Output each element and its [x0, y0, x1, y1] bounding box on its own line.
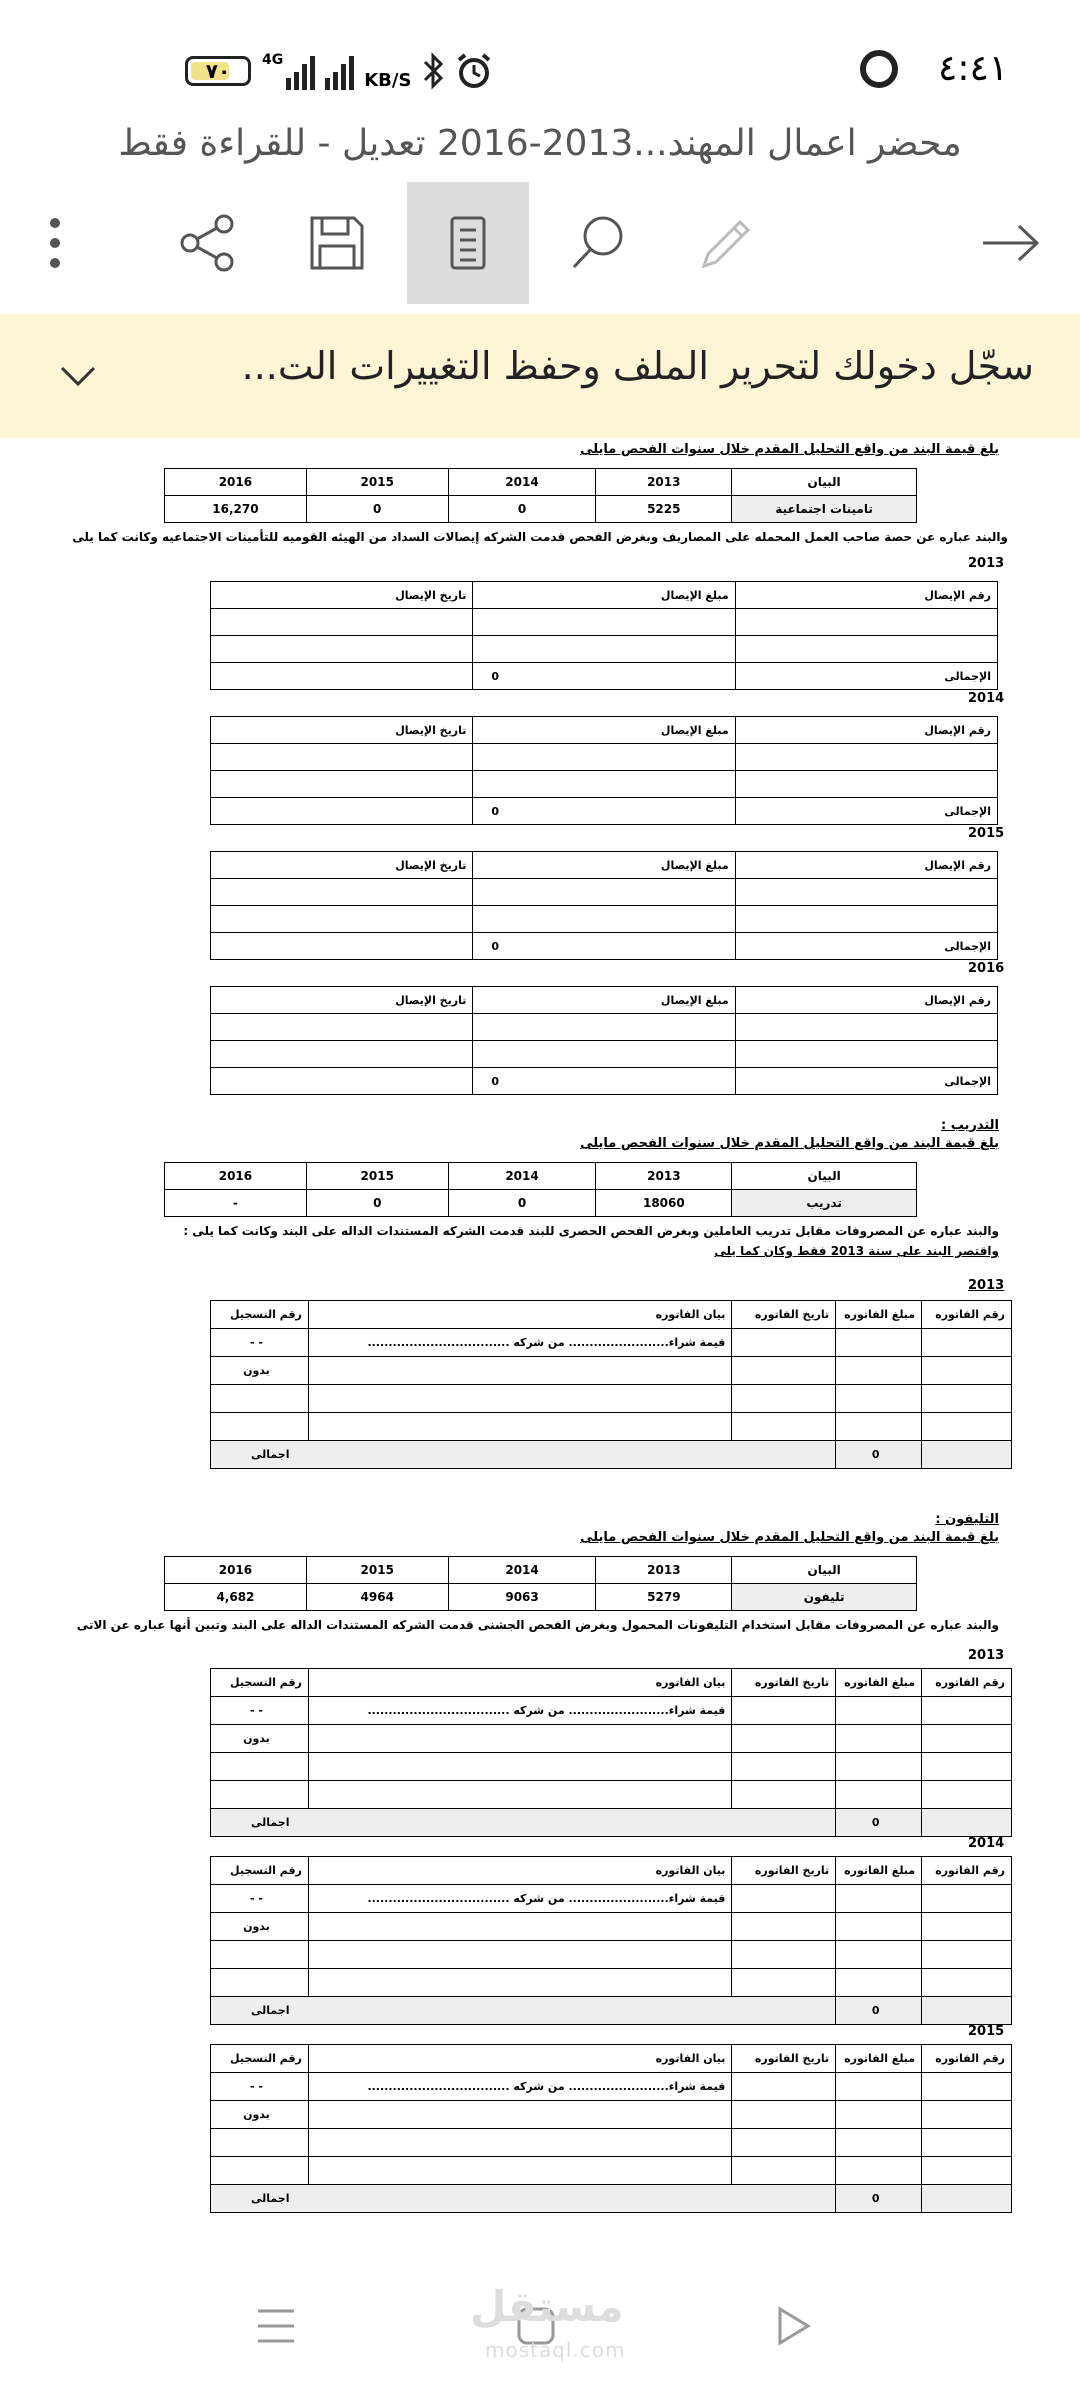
reading-view-icon[interactable]	[407, 182, 529, 304]
table-row	[211, 2129, 1012, 2157]
year-label: 2013	[968, 1648, 1005, 1663]
table-header: رقم التسجيل	[211, 1669, 309, 1697]
table-header: بيان الفاتوره	[308, 2045, 732, 2073]
table-row	[211, 879, 998, 906]
total-label: الإجمالى	[735, 1068, 997, 1095]
table-cell	[211, 1969, 309, 1997]
forward-arrow-icon[interactable]	[950, 182, 1072, 304]
table-header: تاريخ الإيصال	[211, 582, 473, 609]
table-cell	[732, 1357, 836, 1385]
total-value: 0	[836, 2185, 922, 2213]
table-cell	[211, 1385, 309, 1413]
table-cell	[211, 1413, 309, 1441]
table-cell	[211, 1753, 309, 1781]
year-label: 2015	[968, 826, 1005, 841]
table-header: رقم الفاتوره	[922, 1301, 1012, 1329]
sign-in-banner[interactable]	[0, 314, 1080, 438]
table-cell	[836, 2073, 922, 2101]
table-row	[211, 1068, 998, 1095]
table-row	[211, 1809, 1012, 1837]
total-value: 0	[836, 1441, 922, 1469]
table-row	[211, 1329, 1012, 1357]
year-label: 2014	[968, 691, 1005, 706]
table-cell	[735, 609, 997, 636]
table-cell	[836, 1941, 922, 1969]
total-value: 0	[836, 1809, 922, 1837]
table-header: 2016	[165, 1557, 307, 1584]
total-label: اجمالى	[211, 2185, 836, 2213]
table-cell	[836, 2101, 922, 2129]
table-cell	[211, 1068, 473, 1095]
total-value: 0	[473, 798, 735, 825]
table-row	[211, 2185, 1012, 2213]
total-value: 0	[473, 1068, 735, 1095]
registration-number: بدون	[211, 1725, 309, 1753]
year-label: 2013	[968, 1278, 1005, 1293]
table-row	[211, 663, 998, 690]
table-header: تاريخ الإيصال	[211, 852, 473, 879]
table-cell	[473, 744, 735, 771]
status-icons	[262, 50, 493, 90]
table-header: رقم الفاتوره	[922, 2045, 1012, 2073]
table-header: مبلغ الفاتوره	[836, 1669, 922, 1697]
more-icon[interactable]	[20, 182, 90, 304]
table-cell	[735, 1014, 997, 1041]
table-cell	[836, 1413, 922, 1441]
table-header: 2015	[306, 1163, 448, 1190]
table-cell	[732, 1753, 836, 1781]
table-row	[211, 2073, 1012, 2101]
table-cell	[211, 1781, 309, 1809]
table-row	[211, 1041, 998, 1068]
table-cell	[308, 1725, 732, 1753]
table-cell	[922, 1725, 1012, 1753]
table-cell	[211, 1041, 473, 1068]
table-header: البيان	[732, 1557, 917, 1584]
registration-number: - -	[211, 2073, 309, 2101]
registration-number: - -	[211, 1697, 309, 1725]
table-cell	[308, 1753, 732, 1781]
table-cell	[211, 1941, 309, 1969]
table-cell	[836, 1753, 922, 1781]
table-cell	[473, 879, 735, 906]
table-cell	[922, 2157, 1012, 2185]
table-cell: 16,270	[165, 496, 307, 523]
table-row	[211, 636, 998, 663]
table-header: بيان الفاتوره	[308, 1857, 732, 1885]
section-paragraph: واقتصر البند على سنة 2013 فقط وكان كما يلى	[714, 1244, 999, 1258]
table-cell	[735, 744, 997, 771]
table-row	[211, 987, 998, 1014]
table-cell: 18060	[596, 1190, 732, 1217]
table-header: رقم الفاتوره	[922, 1857, 1012, 1885]
table-cell: 4964	[306, 1584, 448, 1611]
status-bar	[0, 0, 1080, 120]
table-cell	[836, 1913, 922, 1941]
registration-number: بدون	[211, 2101, 309, 2129]
table-cell	[836, 1725, 922, 1753]
section-intro: بلغ قيمة البند من واقع التحليل المقدم خلال سنوات الفحص مايلى	[580, 1136, 999, 1151]
table-cell	[836, 1697, 922, 1725]
table-row	[211, 1913, 1012, 1941]
table-cell	[308, 1913, 732, 1941]
table-header: 2016	[165, 1163, 307, 1190]
table-header: تاريخ الفاتوره	[732, 1301, 836, 1329]
table-header: تاريخ الفاتوره	[732, 2045, 836, 2073]
invoice-description: قيمة شراء........................ من شركه ..................................	[308, 1697, 732, 1725]
table-cell	[732, 1385, 836, 1413]
battery-level: ٧٠	[205, 59, 231, 83]
table-row	[211, 609, 998, 636]
table-cell	[473, 636, 735, 663]
table-row	[165, 469, 917, 496]
table-header: رقم التسجيل	[211, 1857, 309, 1885]
table-cell	[732, 1913, 836, 1941]
table-cell	[922, 1329, 1012, 1357]
table-cell	[308, 2129, 732, 2157]
table-header: تاريخ الإيصال	[211, 717, 473, 744]
recents-icon[interactable]	[256, 2308, 296, 2344]
receipt-table	[210, 581, 998, 690]
table-header: رقم التسجيل	[211, 2045, 309, 2073]
invoice-description: قيمة شراء........................ من شركه ..................................	[308, 2073, 732, 2101]
banner-text: سجّل دخولك لتحرير الملف وحفظ التغييرات الت...	[241, 344, 1034, 388]
table-cell	[308, 1385, 732, 1413]
edit-icon[interactable]	[666, 182, 788, 304]
table-cell	[922, 1697, 1012, 1725]
table-cell	[922, 2185, 1012, 2213]
table-cell	[211, 771, 473, 798]
table-cell	[732, 2157, 836, 2185]
table-row	[211, 2157, 1012, 2185]
total-value: 0	[473, 663, 735, 690]
section-intro: بلغ قيمة البند من واقع التحليل المقدم خلال سنوات الفحص مايلى	[580, 442, 999, 457]
battery-icon	[185, 56, 251, 86]
table-cell: تليفون	[732, 1584, 917, 1611]
table-row	[211, 2045, 1012, 2073]
invoice-table	[210, 1300, 1012, 1469]
section-paragraph: والبند عباره عن حصة صاحب العمل المحمله على المصاريف وبغرض الفحص قدمت الشركه إيصالات السداد من الهيئه القوميه للتأمينات الاجتماعيه وكانت كما يلى	[72, 530, 1008, 544]
invoice-description: قيمة شراء........................ من شركه ..................................	[308, 1329, 732, 1357]
table-cell	[732, 1969, 836, 1997]
clock: ٤:٤١	[938, 48, 1009, 89]
table-cell	[732, 1781, 836, 1809]
year-label: 2016	[968, 961, 1005, 976]
total-label: الإجمالى	[735, 798, 997, 825]
document-title: محضر اعمال المهند...2013-2016 تعديل - للقراءة فقط	[118, 123, 962, 164]
table-row	[211, 1725, 1012, 1753]
table-row	[211, 1357, 1012, 1385]
table-cell	[922, 1413, 1012, 1441]
table-cell: 0	[448, 1190, 596, 1217]
table-cell	[836, 2157, 922, 2185]
total-label: الإجمالى	[735, 933, 997, 960]
table-header: مبلغ الفاتوره	[836, 1301, 922, 1329]
total-value: 0	[473, 933, 735, 960]
table-header: مبلغ الإيصال	[473, 987, 735, 1014]
table-row	[211, 744, 998, 771]
table-cell: -	[165, 1190, 307, 1217]
table-row	[211, 1385, 1012, 1413]
table-row	[211, 582, 998, 609]
table-cell: تامينات اجتماعية	[732, 496, 917, 523]
table-row	[211, 1941, 1012, 1969]
table-row	[211, 1697, 1012, 1725]
table-cell	[211, 2129, 309, 2157]
table-cell	[922, 1941, 1012, 1969]
table-header: رقم الإيصال	[735, 582, 997, 609]
table-cell: 5225	[596, 496, 732, 523]
table-cell	[473, 1041, 735, 1068]
table-cell: 0	[448, 496, 596, 523]
table-cell	[836, 2129, 922, 2157]
summary-table	[164, 1162, 917, 1217]
registration-number: بدون	[211, 1357, 309, 1385]
table-cell	[922, 1357, 1012, 1385]
alarm-icon	[455, 52, 493, 90]
table-row	[165, 1163, 917, 1190]
section-heading: التليفون :	[935, 1512, 999, 1527]
total-label: اجمالى	[211, 1997, 836, 2025]
table-cell	[732, 1697, 836, 1725]
table-cell	[836, 1357, 922, 1385]
table-cell	[922, 1441, 1012, 1469]
table-cell	[732, 1885, 836, 1913]
signal-icon	[262, 52, 315, 90]
table-cell	[211, 609, 473, 636]
table-cell	[211, 906, 473, 933]
registration-number: - -	[211, 1885, 309, 1913]
table-cell	[732, 2073, 836, 2101]
invoice-table	[210, 2044, 1012, 2213]
table-row	[211, 1781, 1012, 1809]
toolbar	[0, 182, 1080, 304]
section-paragraph: والبند عباره عن المصروفات مقابل تدريب العاملين وبغرض الفحص الحصرى للبند قدمت الشركه المستندات الداله على البند وكانت كما يلى :	[183, 1224, 999, 1238]
table-row	[211, 1857, 1012, 1885]
table-cell	[922, 2101, 1012, 2129]
section-heading: التدريب :	[940, 1118, 999, 1133]
table-header: تاريخ الإيصال	[211, 987, 473, 1014]
chevron-down-icon[interactable]	[58, 364, 98, 388]
table-cell	[732, 1941, 836, 1969]
table-row	[165, 1557, 917, 1584]
table-row	[211, 1441, 1012, 1469]
table-header: 2014	[448, 469, 596, 496]
search-icon[interactable]	[537, 182, 659, 304]
table-row	[211, 1969, 1012, 1997]
table-cell	[732, 2101, 836, 2129]
table-cell	[836, 1781, 922, 1809]
table-row	[211, 771, 998, 798]
table-cell	[473, 609, 735, 636]
registration-number: - -	[211, 1329, 309, 1357]
table-header: بيان الفاتوره	[308, 1301, 732, 1329]
table-header: رقم الفاتوره	[922, 1669, 1012, 1697]
table-cell	[211, 933, 473, 960]
table-row	[211, 1669, 1012, 1697]
table-cell: 0	[306, 1190, 448, 1217]
table-row	[165, 1584, 917, 1611]
table-cell	[922, 1969, 1012, 1997]
back-icon[interactable]	[776, 2306, 812, 2346]
table-cell	[735, 771, 997, 798]
table-cell	[922, 1913, 1012, 1941]
table-row	[211, 1301, 1012, 1329]
invoice-description: قيمة شراء........................ من شركه ..................................	[308, 1885, 732, 1913]
summary-table	[164, 468, 917, 523]
table-cell	[308, 1413, 732, 1441]
table-cell: تدريب	[732, 1190, 917, 1217]
network-type: 4G	[262, 52, 284, 68]
table-cell	[211, 1014, 473, 1041]
table-header: 2015	[306, 469, 448, 496]
table-cell	[473, 906, 735, 933]
table-cell	[211, 663, 473, 690]
table-cell	[308, 1941, 732, 1969]
table-header: 2013	[596, 1163, 732, 1190]
table-header: 2014	[448, 1163, 596, 1190]
table-row	[165, 496, 917, 523]
table-cell	[735, 906, 997, 933]
share-icon[interactable]	[146, 182, 268, 304]
bluetooth-icon	[421, 52, 445, 90]
table-header: البيان	[732, 1163, 917, 1190]
table-header: رقم الإيصال	[735, 852, 997, 879]
table-cell	[836, 1969, 922, 1997]
table-cell: 9063	[448, 1584, 596, 1611]
table-header: بيان الفاتوره	[308, 1669, 732, 1697]
year-label: 2015	[968, 2024, 1005, 2039]
table-cell	[836, 1885, 922, 1913]
table-cell	[922, 1997, 1012, 2025]
watermark-logo: مستقل	[470, 2282, 624, 2331]
table-cell	[732, 1329, 836, 1357]
table-header: مبلغ الإيصال	[473, 717, 735, 744]
receipt-table	[210, 851, 998, 960]
table-header: تاريخ الفاتوره	[732, 1857, 836, 1885]
year-label: 2014	[968, 1836, 1005, 1851]
table-cell	[836, 1385, 922, 1413]
table-cell	[735, 636, 997, 663]
registration-number: بدون	[211, 1913, 309, 1941]
table-header: مبلغ الإيصال	[473, 582, 735, 609]
table-cell	[211, 2157, 309, 2185]
table-header: 2015	[306, 1557, 448, 1584]
signal-icon	[325, 56, 354, 90]
table-cell	[732, 2129, 836, 2157]
receipt-table	[210, 986, 998, 1095]
total-label: اجمالى	[211, 1809, 836, 1837]
total-label: الإجمالى	[735, 663, 997, 690]
watermark-url: mostaql.com	[485, 2338, 626, 2362]
table-cell	[308, 2157, 732, 2185]
receipt-table	[210, 716, 998, 825]
invoice-table	[210, 1668, 1012, 1837]
table-row	[211, 852, 998, 879]
table-cell: 4,682	[165, 1584, 307, 1611]
app-circle-icon	[860, 50, 898, 88]
table-cell	[308, 2101, 732, 2129]
table-cell	[732, 1413, 836, 1441]
invoice-table	[210, 1856, 1012, 2025]
total-label: اجمالى	[211, 1441, 836, 1469]
table-row	[211, 798, 998, 825]
summary-table	[164, 1556, 917, 1611]
document-page[interactable]	[0, 438, 1080, 2238]
table-cell	[732, 1725, 836, 1753]
table-cell: 0	[306, 496, 448, 523]
table-cell	[473, 1014, 735, 1041]
table-header: مبلغ الفاتوره	[836, 1857, 922, 1885]
table-cell	[922, 1781, 1012, 1809]
table-header: 2013	[596, 469, 732, 496]
table-cell	[922, 1753, 1012, 1781]
total-value: 0	[836, 1997, 922, 2025]
table-header: تاريخ الفاتوره	[732, 1669, 836, 1697]
table-cell	[211, 744, 473, 771]
table-header: 2016	[165, 469, 307, 496]
table-cell	[922, 1385, 1012, 1413]
table-cell	[308, 1357, 732, 1385]
table-row	[211, 906, 998, 933]
table-header: رقم الإيصال	[735, 717, 997, 744]
table-row	[165, 1190, 917, 1217]
table-cell	[735, 1041, 997, 1068]
table-header: البيان	[732, 469, 917, 496]
table-header: 2014	[448, 1557, 596, 1584]
table-header: مبلغ الإيصال	[473, 852, 735, 879]
table-row	[211, 2101, 1012, 2129]
table-cell	[922, 1885, 1012, 1913]
section-paragraph: والبند عباره عن المصروفات مقابل استخدام التليفونات المحمول وبغرض الفحص الجشنى قدمت الشركه المستندات الداله على البند وتبين أنها عباره عن الاتى	[76, 1618, 999, 1632]
table-cell	[211, 879, 473, 906]
table-cell: 5279	[596, 1584, 732, 1611]
save-icon[interactable]	[276, 182, 398, 304]
table-cell	[473, 771, 735, 798]
table-header: رقم التسجيل	[211, 1301, 309, 1329]
table-cell	[211, 798, 473, 825]
table-row	[211, 1885, 1012, 1913]
table-cell	[211, 636, 473, 663]
section-intro: بلغ قيمة البند من واقع التحليل المقدم خلال سنوات الفحص مايلى	[580, 1530, 999, 1545]
table-cell	[922, 1809, 1012, 1837]
table-row	[211, 1413, 1012, 1441]
speed-unit: KB/S	[364, 70, 412, 91]
table-cell	[836, 1329, 922, 1357]
table-cell	[735, 879, 997, 906]
year-label: 2013	[968, 556, 1005, 571]
table-cell	[922, 2073, 1012, 2101]
table-row	[211, 933, 998, 960]
table-header: 2013	[596, 1557, 732, 1584]
table-cell	[922, 2129, 1012, 2157]
table-cell	[308, 1969, 732, 1997]
table-row	[211, 717, 998, 744]
table-header: مبلغ الفاتوره	[836, 2045, 922, 2073]
table-cell	[308, 1781, 732, 1809]
table-header: رقم الإيصال	[735, 987, 997, 1014]
table-row	[211, 1014, 998, 1041]
table-row	[211, 1997, 1012, 2025]
table-row	[211, 1753, 1012, 1781]
